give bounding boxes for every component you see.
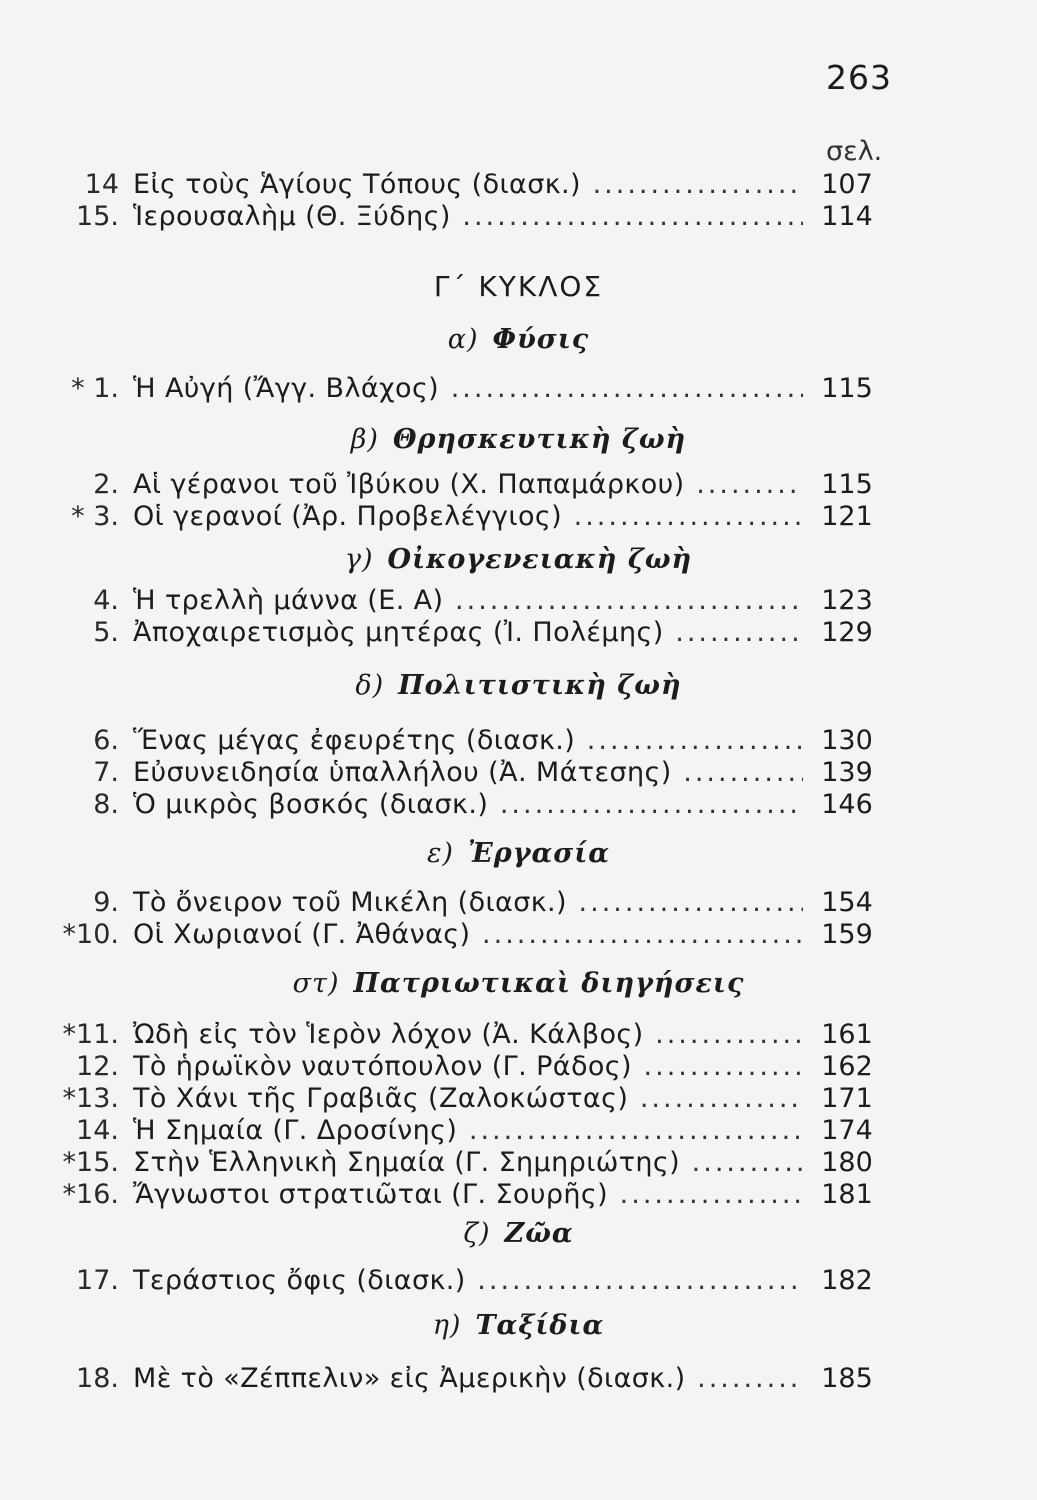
entry-page: 129 — [821, 617, 873, 648]
toc-entry — [0, 616, 1037, 650]
entry-number: 8. — [93, 789, 119, 820]
toc-entry — [0, 1264, 1037, 1298]
subsection-title: Φύσις — [492, 324, 590, 355]
entry-title: Εἰς τοὺς Ἁγίους Τόπους (διασκ.) ..... — [133, 168, 803, 202]
subsection-title: Ἐργασία — [467, 838, 611, 869]
entry-page: 161 — [821, 1019, 873, 1050]
entry-number: 6. — [93, 725, 119, 756]
entry-page: 139 — [821, 757, 873, 788]
toc-entry — [0, 1146, 1037, 1180]
toc-entry — [0, 788, 1037, 822]
entry-number: 12. — [76, 1051, 119, 1082]
subsection-heading — [0, 1310, 1037, 1341]
toc-entry — [0, 1114, 1037, 1148]
entry-title: Ἡ Σημαία (Γ. Δροσίνης) ..... — [133, 1114, 803, 1148]
entry-number: * 1. — [71, 373, 119, 404]
entry-page: 180 — [821, 1147, 873, 1178]
subsection-letter: ζ) — [463, 1218, 491, 1249]
subsection-letter: β) — [350, 424, 379, 455]
entry-number: 14. — [76, 1115, 119, 1146]
entry-number: *10. — [62, 919, 119, 950]
entry-title: Ἕνας μέγας ἐφευρέτης (διασκ.) ..... — [133, 724, 803, 758]
subsection-heading — [0, 670, 1037, 701]
toc-entry — [0, 168, 1037, 202]
toc-entry — [0, 500, 1037, 534]
entry-title: Τὸ Χάνι τῆς Γραβιᾶς (Ζαλοκώστας) ..... — [133, 1082, 803, 1116]
toc-entry — [0, 372, 1037, 406]
page-column-label: σελ. — [826, 136, 883, 167]
subsection-heading — [0, 324, 1037, 355]
subsection-heading — [0, 838, 1037, 869]
entry-page: 181 — [821, 1179, 873, 1210]
subsection-title: Οἰκογενειακὴ ζωὴ — [387, 544, 693, 575]
entry-title: Στὴν Ἑλληνικὴ Σημαία (Γ. Σημηριώτης) ..... — [133, 1146, 803, 1180]
toc-entry — [0, 1082, 1037, 1116]
subsection-heading — [0, 544, 1037, 575]
subsection-letter: α) — [447, 324, 479, 355]
entry-page: 185 — [821, 1363, 873, 1394]
subsection-letter: γ) — [344, 544, 374, 575]
subsection-title: Πολιτιστικὴ ζωὴ — [398, 670, 682, 701]
entry-number: *11. — [62, 1019, 119, 1050]
entry-number: * 3. — [71, 501, 119, 532]
entry-page: 162 — [821, 1051, 873, 1082]
entry-number: 15. — [76, 201, 119, 232]
toc-entry — [0, 918, 1037, 952]
toc-entry — [0, 1050, 1037, 1084]
entry-page: 130 — [821, 725, 873, 756]
entry-title: Οἱ Χωριανοί (Γ. Ἀθάνας) ..... — [133, 918, 803, 952]
entry-number: 2. — [93, 469, 119, 500]
page-number: 263 — [826, 58, 892, 97]
entry-number: *15. — [62, 1147, 119, 1178]
toc-entry — [0, 886, 1037, 920]
entry-title: Ἄγνωστοι στρατιῶται (Γ. Σουρῆς) ..... — [133, 1178, 803, 1212]
entry-title: Τεράστιος ὄφις (διασκ.) ..... — [133, 1264, 803, 1298]
entry-title: Οἱ γερανοί (Ἀρ. Προβελέγγιος) ..... — [133, 500, 803, 534]
subsection-letter: ε) — [426, 838, 454, 869]
entry-number: 7. — [93, 757, 119, 788]
toc-entry — [0, 756, 1037, 790]
subsection-letter: δ) — [355, 670, 385, 701]
entry-number: 5. — [93, 617, 119, 648]
entry-number: *16. — [62, 1179, 119, 1210]
entry-page: 171 — [821, 1083, 873, 1114]
entry-title: Ἡ Αὐγή (Ἄγγ. Βλάχος) ..... — [133, 372, 803, 406]
subsection-heading — [0, 968, 1037, 999]
entry-page: 114 — [821, 201, 873, 232]
entry-page: 174 — [821, 1115, 873, 1146]
entry-page: 115 — [821, 373, 873, 404]
entry-title: Τὸ ὄνειρον τοῦ Μικέλη (διασκ.) ..... — [133, 886, 803, 920]
entry-page: 115 — [821, 469, 873, 500]
subsection-title: Ζῶα — [504, 1218, 574, 1249]
section-heading: Γ΄ ΚΥΚΛΟΣ — [433, 270, 604, 303]
subsection-title: Πατριωτικαὶ διηγήσεις — [353, 968, 745, 999]
entry-page: 159 — [821, 919, 873, 950]
entry-title: Αἱ γέρανοι τοῦ Ἰβύκου (Χ. Παπαμάρκου) ..... — [133, 468, 803, 502]
subsection-heading — [0, 424, 1037, 455]
entry-number: 9. — [93, 887, 119, 918]
entry-title: Τὸ ἡρωϊκὸν ναυτόπουλον (Γ. Ράδος) ..... — [133, 1050, 803, 1084]
entry-title: Ἡ τρελλὴ μάννα (Ε. Α) ..... — [133, 584, 803, 618]
toc-entry — [0, 468, 1037, 502]
toc-entry — [0, 200, 1037, 234]
entry-page: 123 — [821, 585, 873, 616]
entry-number: 17. — [76, 1265, 119, 1296]
entry-title: Ἱερουσαλὴμ (Θ. Ξύδης) ..... — [133, 200, 803, 234]
entry-page: 146 — [821, 789, 873, 820]
entry-title: Μὲ τὸ «Ζέππελιν» εἰς Ἀμερικὴν (διασκ.) ..... — [133, 1362, 803, 1396]
entry-title: Ὁ μικρὸς βοσκός (διασκ.) ..... — [133, 788, 803, 822]
entry-number: *13. — [62, 1083, 119, 1114]
entry-number: 14 — [84, 169, 119, 200]
entry-page: 154 — [821, 887, 873, 918]
toc-entry — [0, 1178, 1037, 1212]
subsection-letter: στ) — [292, 968, 340, 999]
subsection-heading — [0, 1218, 1037, 1249]
toc-entry — [0, 1018, 1037, 1052]
entry-page: 107 — [821, 169, 873, 200]
entry-page: 121 — [821, 501, 873, 532]
subsection-letter: η) — [432, 1310, 462, 1341]
entry-title: Εὐσυνειδησία ὑπαλλήλου (Ἀ. Μάτεσης) ..... — [133, 756, 803, 790]
toc-entry — [0, 1362, 1037, 1396]
entry-page: 182 — [821, 1265, 873, 1296]
subsection-title: Ταξίδια — [475, 1310, 605, 1341]
toc-entry — [0, 724, 1037, 758]
entry-number: 18. — [76, 1363, 119, 1394]
entry-title: Ὠδὴ εἰς τὸν Ἱερὸν λόχον (Ἀ. Κάλβος) ..... — [133, 1018, 803, 1052]
subsection-title: Θρησκευτικὴ ζωὴ — [392, 424, 687, 455]
toc-entry — [0, 584, 1037, 618]
entry-title: Ἀποχαιρετισμὸς μητέρας (Ἰ. Πολέμης) ..... — [133, 616, 803, 650]
entry-number: 4. — [93, 585, 119, 616]
